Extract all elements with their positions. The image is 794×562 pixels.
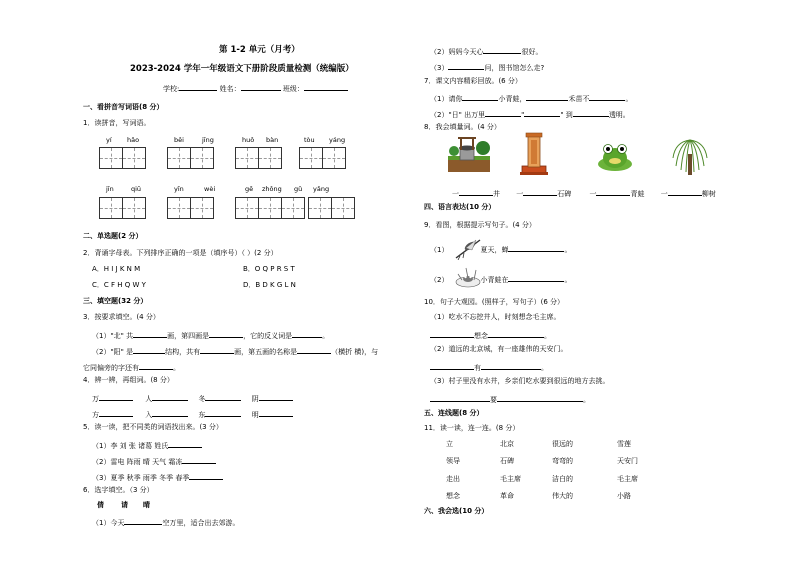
answer-blank[interactable] — [430, 330, 474, 338]
match-item[interactable]: 雪莲 — [617, 440, 631, 448]
question-7-2: （2）"日" 出万里 " " 到 透明。 — [430, 111, 630, 119]
answer-blank[interactable] — [483, 46, 521, 54]
pinyin: běi — [174, 136, 184, 144]
writing-grid[interactable] — [235, 197, 305, 219]
question-10-3: （3）村子里没有水井，乡亲们吃水要到很远的地方去挑。 — [430, 377, 610, 385]
writing-grid[interactable] — [308, 197, 354, 219]
question-3-2: （2）"阳" 是 结构，共有 画，第五画的名称是 （横折 横)，与 — [92, 348, 379, 356]
match-item[interactable]: 北京 — [500, 440, 514, 448]
answer-blank[interactable] — [133, 346, 165, 354]
section-5-heading: 五、连线题(8 分） — [424, 409, 484, 417]
match-item[interactable]: 小路 — [617, 492, 631, 500]
answer-blank[interactable] — [668, 188, 702, 196]
answer-blank[interactable] — [573, 109, 609, 117]
answer-blank[interactable] — [168, 440, 202, 448]
answer-blank[interactable] — [497, 394, 583, 402]
question-2: 2．背诵字母表。下列排序正确的一项是（填序号）（ ）(2 分） — [83, 249, 278, 257]
match-item[interactable]: 毛主席 — [617, 475, 638, 483]
cicada-illustration — [454, 236, 482, 260]
question-9-1: （1） 夏天，蝉 。 — [430, 246, 572, 254]
pinyin: jīn — [106, 185, 114, 193]
question-6-1: （1）今天 空万里，适合出去郊游。 — [92, 519, 240, 527]
option-d[interactable]: D．B D K G L N — [243, 281, 296, 289]
question-5-3: （3）夏季 秋季 雨季 冬季 春季 — [92, 472, 223, 482]
answer-blank[interactable] — [189, 472, 223, 480]
answer-blank[interactable] — [152, 409, 188, 417]
answer-blank[interactable] — [292, 330, 322, 338]
answer-blank[interactable] — [485, 109, 521, 117]
stele-illustration — [519, 130, 549, 176]
answer-blank[interactable] — [124, 517, 162, 525]
match-item[interactable]: 想念 — [446, 492, 460, 500]
match-item[interactable]: 走出 — [446, 475, 460, 483]
match-item[interactable]: 洁白的 — [552, 475, 573, 483]
match-item[interactable]: 伟大的 — [552, 492, 573, 500]
pinyin: huǒ — [242, 136, 255, 144]
section-1-heading: 一、看拼音写词语(8 分） — [83, 103, 164, 111]
answer-blank[interactable] — [139, 362, 173, 370]
section-3-heading: 三、填空题(32 分） — [83, 297, 148, 305]
writing-grid[interactable] — [235, 147, 281, 169]
answer-blank[interactable] — [488, 330, 544, 338]
pinyin: jīng — [202, 136, 214, 144]
pinyin: gē — [245, 185, 254, 193]
section-2-heading: 二、单选题(2 分） — [83, 232, 143, 240]
question-10-1-answer: 想念 。 — [430, 330, 551, 340]
answer-blank[interactable] — [589, 93, 625, 101]
match-item[interactable]: 很远的 — [552, 440, 573, 448]
name-label: 姓名： — [219, 85, 241, 93]
frog-illustration — [596, 138, 634, 174]
school-label: 学校: — [163, 85, 180, 93]
pinyin: yí — [106, 136, 112, 144]
answer-blank[interactable] — [152, 393, 188, 401]
class-label: 班级： — [282, 85, 304, 93]
pinyin: tòu — [304, 136, 315, 144]
choice-char: 倩 — [97, 501, 104, 509]
answer-blank[interactable] — [523, 188, 557, 196]
answer-blank[interactable] — [133, 330, 167, 338]
answer-blank[interactable] — [508, 244, 564, 252]
answer-blank[interactable] — [205, 409, 241, 417]
answer-blank[interactable] — [99, 393, 133, 401]
pinyin: hǎo — [127, 136, 140, 144]
question-10: 10．句子大观园。(照样子，写句子）(6 分） — [424, 298, 565, 306]
question-4-row2: 方 入 东 明 — [92, 409, 293, 419]
question-9: 9．看图，根据提示写句子。(4 分） — [424, 221, 536, 229]
answer-blank[interactable] — [200, 346, 234, 354]
answer-blank[interactable] — [205, 393, 241, 401]
pinyin: bàn — [266, 136, 279, 144]
question-6-2: （2）妈妈今天心 很好。 — [430, 48, 543, 56]
answer-blank[interactable] — [462, 93, 498, 101]
section-4-heading: 四、语言表达(10 分） — [424, 203, 496, 211]
answer-blank[interactable] — [481, 362, 541, 370]
pinyin: qiū — [131, 185, 142, 193]
pinyin: zhǒng — [262, 185, 282, 193]
option-a[interactable]: A．H I J K N M — [92, 265, 141, 273]
option-c[interactable]: C．C F H Q W Y — [92, 281, 146, 289]
writing-grid[interactable] — [99, 147, 145, 169]
answer-blank[interactable] — [297, 346, 331, 354]
answer-blank[interactable] — [524, 109, 560, 117]
question-3-2-cont: 它同偏旁的字还有 。 — [83, 364, 180, 372]
answer-blank[interactable] — [448, 62, 484, 70]
question-6: 6．选字填空。（3 分） — [83, 486, 154, 494]
match-item[interactable]: 天安门 — [617, 457, 638, 465]
match-item[interactable]: 毛主席 — [500, 475, 521, 483]
frog-lotus-illustration — [454, 264, 482, 290]
writing-grid[interactable] — [167, 197, 213, 219]
answer-blank[interactable] — [430, 394, 490, 402]
writing-grid[interactable] — [167, 147, 213, 169]
question-5: 5．读一读，把不同类的词语找出来。(3 分） — [83, 423, 223, 431]
match-item[interactable]: 弯弯的 — [552, 457, 573, 465]
question-5-2: （2）雷电 阵雨 晴 天气 霜冻 — [92, 456, 216, 466]
answer-blank[interactable] — [259, 409, 293, 417]
measure-word-row: 一 井 一 石碑 一 青蛙 一 柳树 — [452, 190, 716, 198]
choice-char: 晴 — [143, 501, 150, 509]
question-11: 11．读一读，连一连。(8 分） — [424, 424, 520, 432]
choice-char: 请 — [121, 501, 128, 509]
answer-blank[interactable] — [508, 274, 564, 282]
pinyin: yīn — [174, 185, 184, 193]
answer-blank[interactable] — [430, 362, 474, 370]
question-10-3-answer: 要 。 — [430, 394, 590, 404]
answer-blank[interactable] — [459, 188, 493, 196]
question-10-2: （2）道远的北京城，有一座雄伟的天安门。 — [430, 345, 568, 353]
question-7-1: （1）请你 小青蛙， 禾苗不 。 — [430, 95, 633, 103]
match-item[interactable]: 领导 — [446, 457, 460, 465]
answer-blank[interactable] — [99, 409, 133, 417]
match-item[interactable]: 立 — [446, 440, 453, 448]
answer-blank[interactable] — [596, 188, 630, 196]
page-title: 第 1-2 单元（月考） — [219, 45, 300, 55]
match-item[interactable]: 革命 — [500, 492, 514, 500]
question-8: 8．我会填量词。(4 分） — [424, 123, 501, 131]
page-subtitle: 2023-2024 学年一年级语文下册阶段质量检测（统编版） — [130, 64, 354, 74]
question-10-2-answer: 有 。 — [430, 362, 548, 372]
question-4: 4．辨一辨，再组词。(8 分） — [83, 376, 174, 384]
pinyin: gǔ — [294, 185, 303, 193]
question-10-1: （1）吃水不忘挖井人，时刻想念毛主席。 — [430, 313, 561, 321]
student-info — [163, 83, 348, 93]
question-5-1: （1）李 刘 张 诸葛 姓氏 — [92, 440, 202, 450]
question-9-2: （2） 小青蛙在 。 — [430, 276, 572, 284]
pinyin: wèi — [204, 185, 216, 193]
question-3: 3．按要求填空。(4 分） — [83, 313, 160, 321]
well-illustration — [446, 134, 492, 174]
answer-blank[interactable] — [526, 93, 568, 101]
writing-grid[interactable] — [99, 197, 145, 219]
question-4-row1: 万 人 冬 阴 — [92, 393, 293, 403]
match-item[interactable]: 石碑 — [500, 457, 514, 465]
section-6-heading: 六、我会选(10 分） — [424, 507, 489, 515]
option-b[interactable]: B．O Q P R S T — [243, 265, 295, 273]
answer-blank[interactable] — [182, 456, 216, 464]
question-7: 7．课文内容精彩回放。(6 分） — [424, 77, 522, 85]
answer-blank[interactable] — [259, 393, 293, 401]
question-1: 1．读拼音，写词语。 — [83, 119, 151, 127]
pinyin: yǎng — [313, 185, 330, 193]
willow-illustration — [671, 136, 709, 176]
answer-blank[interactable] — [209, 330, 243, 338]
question-3-1: （1）"北" 共 画，第四画是 ，它的反义词是 。 — [92, 332, 330, 340]
question-6-3: （3） 问，图书馆怎么走? — [430, 64, 545, 72]
pinyin: yáng — [329, 136, 346, 144]
writing-grid[interactable] — [299, 147, 345, 169]
